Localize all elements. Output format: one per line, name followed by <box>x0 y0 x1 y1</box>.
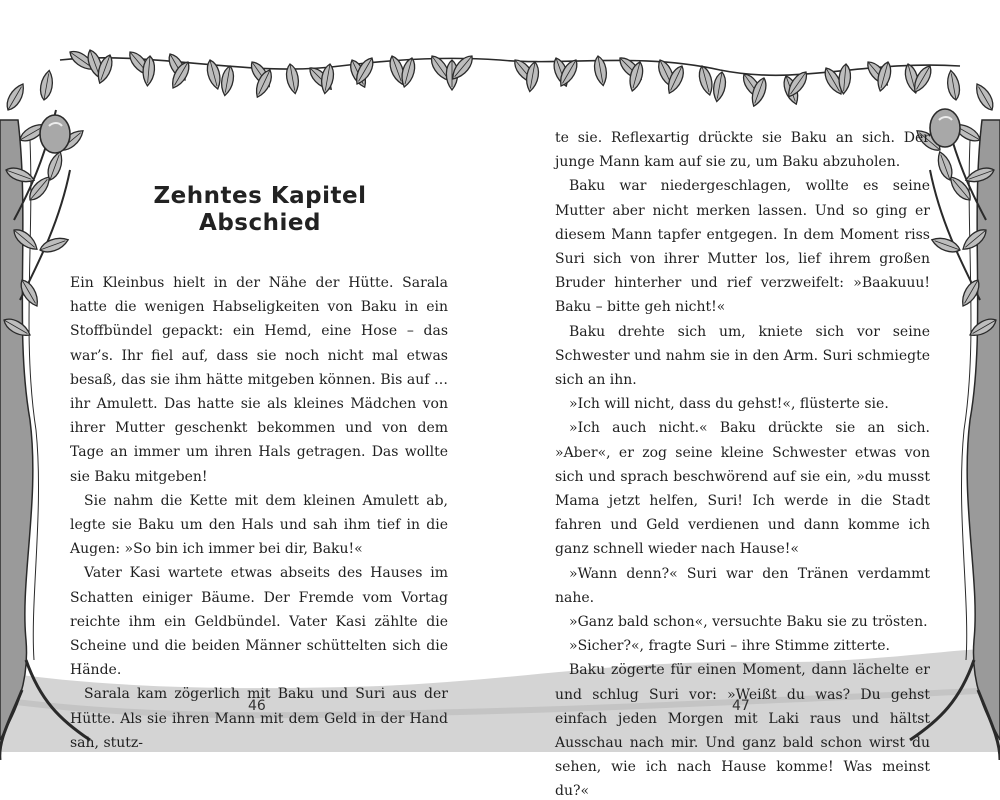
right-page <box>500 0 1000 800</box>
paragraph: te sie. Reflexartig drückte sie Baku an sich. Der junge Mann kam auf sie zu, um Baku abzuholen. <box>555 130 930 171</box>
paragraph: Baku drehte sich um, kniete sich vor seine Schwester und nahm sie in den Arm. Suri schmiegte sich an ihn. <box>555 323 930 389</box>
paragraph: Baku zögerte für einen Moment, dann lächelte er und schlug Suri vor: »Weißt du was? Du gehst einfach jeden Morgen mit Laki raus und hältst Ausschau nach mir. Und ganz bald schon wirst du sehen, wie ich nach Hause komme! Was meinst du?« <box>555 662 930 800</box>
page-number-left: 46 <box>248 698 266 714</box>
paragraph: Vater Kasi wartete etwas abseits des Hauses im Schatten einiger Bäume. Der Fremde vom Vortag reichte ihm ein Geldbündel. Vater Kasi zählte die Scheine und die beiden Männer schüttelten sich die Hände. <box>70 565 448 679</box>
chapter-number: Zehntes Kapitel <box>153 183 367 210</box>
paragraph: »Ich will nicht, dass du gehst!«, flüsterte sie. <box>569 396 889 413</box>
chapter-title: Abschied <box>199 210 321 237</box>
paragraph: Sarala kam zögerlich mit Baku und Suri aus der Hütte. Als sie ihren Mann mit dem Geld in der Hand sah, stutz- <box>70 686 448 751</box>
paragraph: »Wann denn?« Suri war den Tränen verdammt nahe. <box>555 565 930 606</box>
chapter-heading <box>150 183 370 237</box>
paragraph: Sie nahm die Kette mit dem kleinen Amulett ab, legte sie Baku um den Hals und sah ihm tief in die Augen: »So bin ich immer bei dir, Baku!« <box>70 492 448 558</box>
paragraph: »Ganz bald schon«, versuchte Baku sie zu trösten. <box>569 614 928 631</box>
paragraph: Ein Kleinbus hielt in der Nähe der Hütte. Sarala hatte die wenigen Habseligkeiten von Baku in ein Stoffbündel gepackt: ein Hemd, eine Hose – das war’s. Ihr fiel auf, dass sie noch nicht mal etwas besaß, das sie ihm hätte mitgeben können. Bis auf … ihr Amulett. Das hatte sie als kleines Mädchen von ihrer Mutter geschenkt bekommen und von dem Tage an immer um ihren Hals getragen. Das wollte sie Baku mitgeben! <box>70 275 448 485</box>
paragraph: »Ich auch nicht.« Baku drückte sie an sich. »Aber«, er zog seine kleine Schwester etwas von sich und sprach beschwörend auf sie ein, »du musst Mama jetzt helfen, Suri! Ich werde in die Stadt fahren und Geld verdienen und dann komme ich ganz schnell wieder nach Hause!« <box>555 420 930 558</box>
paragraph: Baku war niedergeschlagen, wollte es seine Mutter aber nicht merken lassen. Und so ging er diesem Mann tapfer entgegen. In dem Moment riss Suri sich von ihrer Mutter los, lief ihrem großen Bruder hinterher und rief verzweifelt: »Baakuuu! Baku – bitte geh nicht!« <box>555 178 930 316</box>
left-page-body <box>70 271 448 755</box>
paragraph: »Sicher?«, fragte Suri – ihre Stimme zitterte. <box>569 638 891 655</box>
page-number-right: 47 <box>732 698 750 714</box>
